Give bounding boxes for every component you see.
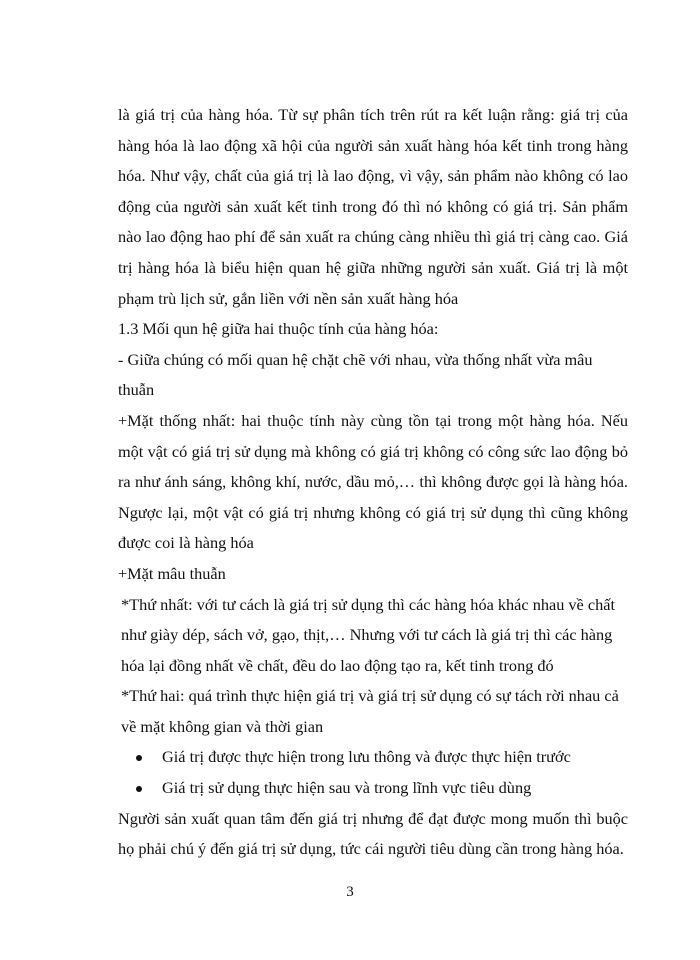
document-body (118, 100, 628, 865)
section-heading: 1.3 Mối qun hệ giữa hai thuộc tính của hàng hóa: (118, 319, 439, 339)
bullet-text: Giá trị được thực hiện trong lưu thông và được thực hiện trước (162, 747, 571, 767)
bullet-text: Giá trị sử dụng thực hiện sau và trong lĩnh vực tiêu dùng (162, 778, 532, 798)
paragraph-closing: Người sản xuất quan tâm đến giá trị nhưng để đạt được mong muốn thì buộc họ phải chú ý đến giá trị sử dụng, tức cái người tiêu dùng cần trong hàng hóa. (118, 808, 628, 859)
bullet-item (118, 742, 628, 773)
paragraph-second-point: *Thứ hai: quá trình thực hiện giá trị và giá trị sử dụng có sự tách rời nhau cả về mặt không gian và thời gian (121, 686, 619, 736)
relationship-summary: - Giữa chúng có mối quan hệ chặt chẽ với nhau, vừa thống nhất vừa mâu thuẫn (118, 349, 593, 400)
bullet-dot-icon (136, 786, 142, 792)
bullet-dot-icon (136, 755, 142, 761)
bullet-item (118, 773, 628, 804)
contradiction-heading: +Mặt mâu thuẫn (118, 563, 226, 583)
bullet-list (118, 742, 628, 803)
paragraph-value-conclusion: là giá trị của hàng hóa. Từ sự phân tích trên rút ra kết luận rằng: giá trị của hàng hóa là lao động xã hội của người sản xuất hàng hóa kết tinh trong hàng hóa. Như vậy, chất của giá trị là lao động, vì vậy, sản phẩm nào không có lao động của người sản xuất kết tinh trong đó thì nó không có giá trị. Sản phẩm nào lao động hao phí để sản xuất ra chúng càng nhiều thì giá trị càng cao. Giá trị hàng hóa là biểu hiện quan hệ giữa những người sản xuất. Giá trị là một phạm trù lịch sử, gắn liền với nền sản xuất hàng hóa (118, 105, 628, 308)
page-number: 3 (346, 884, 354, 900)
paragraph-first-point: *Thứ nhất: với tư cách là giá trị sử dụng thì các hàng hóa khác nhau về chất như giày dép, sách vở, gạo, thịt,… Nhưng với tư cách là giá trị thì các hàng hóa lại đồng nhất về chất, đều do lao động tạo ra, kết tinh trong đó (121, 594, 615, 675)
paragraph-unity: +Mặt thống nhất: hai thuộc tính này cùng tồn tại trong một hàng hóa. Nếu một vật có giá trị sử dụng mà không có giá trị không có công sức lao động bỏ ra như ánh sáng, không khí, nước, dầu mỏ,… thì không được gọi là hàng hóa. Ngược lại, một vật có giá trị nhưng không có giá trị sử dụng thì cũng không được coi là hàng hóa (118, 410, 628, 553)
